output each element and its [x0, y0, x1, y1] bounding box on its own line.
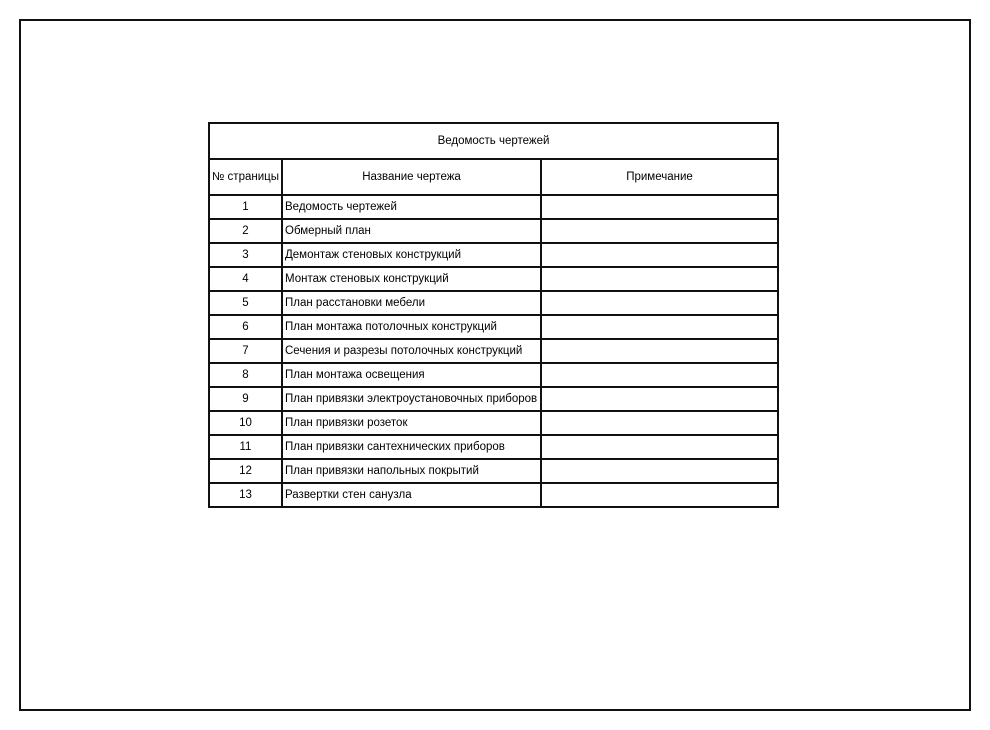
cell-note — [541, 435, 778, 459]
table-row — [209, 435, 778, 459]
table-title: Ведомость чертежей — [209, 123, 778, 159]
table-row — [209, 243, 778, 267]
cell-page-no: 11 — [209, 435, 282, 459]
cell-note — [541, 195, 778, 219]
table-row — [209, 339, 778, 363]
table-row — [209, 195, 778, 219]
table-row — [209, 291, 778, 315]
cell-page-no: 1 — [209, 195, 282, 219]
cell-page-no: 8 — [209, 363, 282, 387]
cell-name: Монтаж стеновых конструкций — [282, 267, 541, 291]
cell-note — [541, 291, 778, 315]
cell-name: Ведомость чертежей — [282, 195, 541, 219]
table-title-row — [209, 123, 778, 159]
cell-name: План монтажа потолочных конструкций — [282, 315, 541, 339]
cell-name: План монтажа освещения — [282, 363, 541, 387]
column-header-page-no: № страницы — [209, 159, 282, 195]
cell-name: Развертки стен санузла — [282, 483, 541, 507]
table-row — [209, 387, 778, 411]
cell-note — [541, 459, 778, 483]
cell-note — [541, 411, 778, 435]
cell-page-no: 2 — [209, 219, 282, 243]
cell-page-no: 3 — [209, 243, 282, 267]
table-row — [209, 411, 778, 435]
cell-name: Обмерный план — [282, 219, 541, 243]
table-row — [209, 267, 778, 291]
cell-note — [541, 339, 778, 363]
cell-page-no: 5 — [209, 291, 282, 315]
cell-page-no: 10 — [209, 411, 282, 435]
cell-note — [541, 267, 778, 291]
cell-page-no: 13 — [209, 483, 282, 507]
cell-page-no: 12 — [209, 459, 282, 483]
cell-name: План привязки сантехнических приборов — [282, 435, 541, 459]
table-row — [209, 315, 778, 339]
table-row — [209, 483, 778, 507]
cell-note — [541, 483, 778, 507]
cell-page-no: 4 — [209, 267, 282, 291]
table-row — [209, 219, 778, 243]
cell-note — [541, 315, 778, 339]
table-row — [209, 459, 778, 483]
column-header-note: Примечание — [541, 159, 778, 195]
cell-page-no: 9 — [209, 387, 282, 411]
cell-note — [541, 243, 778, 267]
cell-page-no: 7 — [209, 339, 282, 363]
cell-name: План привязки напольных покрытий — [282, 459, 541, 483]
cell-name: Сечения и разрезы потолочных конструкций — [282, 339, 541, 363]
cell-page-no: 6 — [209, 315, 282, 339]
cell-name: План привязки электроустановочных приборов — [282, 387, 541, 411]
cell-name: Демонтаж стеновых конструкций — [282, 243, 541, 267]
table-row — [209, 363, 778, 387]
cell-note — [541, 363, 778, 387]
column-header-row — [209, 159, 778, 195]
cell-name: План расстановки мебели — [282, 291, 541, 315]
cell-note — [541, 219, 778, 243]
cell-name: План привязки розеток — [282, 411, 541, 435]
drawing-list-table — [208, 122, 779, 508]
column-header-name: Название чертежа — [282, 159, 541, 195]
cell-note — [541, 387, 778, 411]
